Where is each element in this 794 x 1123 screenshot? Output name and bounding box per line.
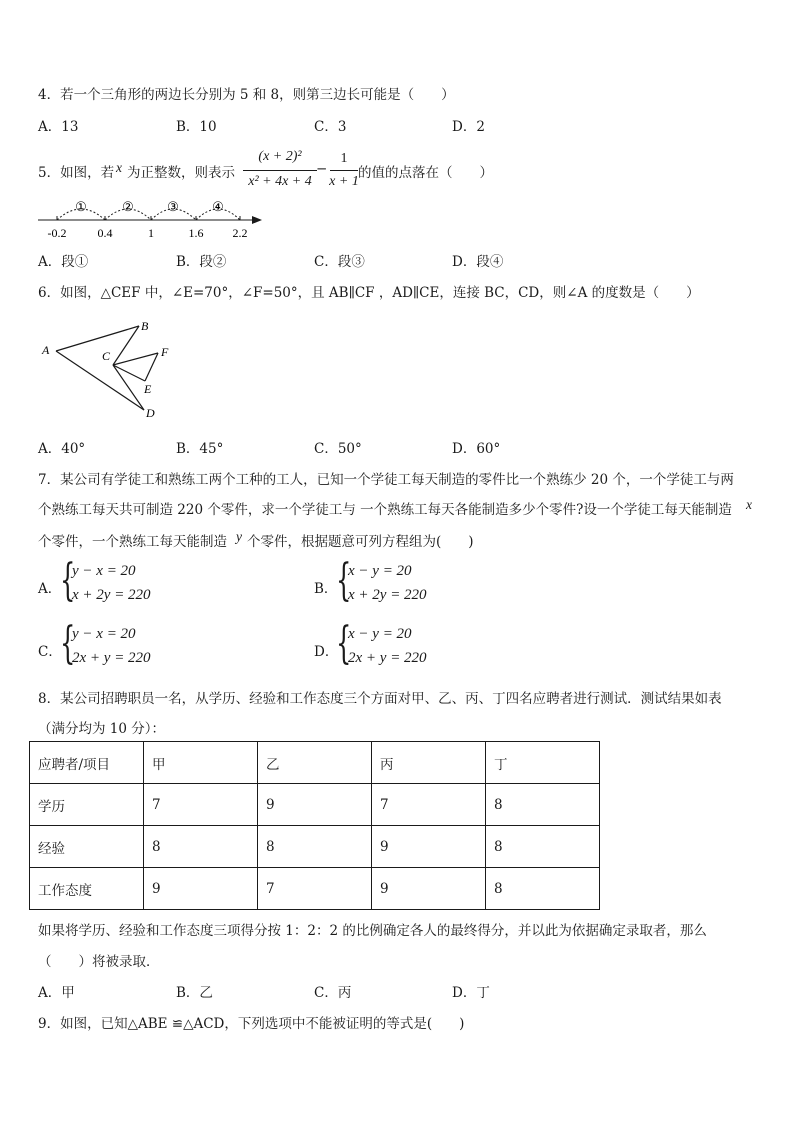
q7-option-d-eq2: 2x + y = 220 (348, 650, 427, 666)
q5-stem-mid: 为正整数，则表示 (127, 165, 235, 181)
q5-frac2-numerator: 1 (340, 151, 348, 166)
tick-label: 1 (148, 226, 154, 240)
table-cell: 7 (258, 868, 372, 910)
q7-option-d-eq1: x − y = 20 (348, 626, 412, 642)
table-cell: 9 (258, 784, 372, 826)
q7-option-c-eq2: 2x + y = 220 (72, 650, 151, 666)
q6-option-a[interactable]: A．40° (38, 441, 86, 457)
q4-stem: 4．若一个三角形的两边长分别为 5 和 8，则第三边长可能是（ ） (38, 87, 455, 103)
table-header-cell: 乙 (258, 742, 372, 784)
q5-option-a[interactable]: A．段① (38, 254, 89, 270)
tick-label: 2.2 (232, 226, 248, 240)
table-row (30, 784, 600, 826)
q7-var-y: y (236, 529, 242, 544)
q5-minus: − (316, 161, 328, 177)
q5-option-d[interactable]: D．段④ (452, 254, 504, 270)
q6-option-c[interactable]: C．50° (314, 441, 362, 457)
q7-option-a-brace: { (60, 555, 76, 606)
table-cell: 8 (486, 868, 600, 910)
q7-option-b-eq1: x − y = 20 (348, 563, 412, 579)
q4-option-c[interactable]: C．3 (314, 119, 347, 135)
q8-line1: 8．某公司招聘职员一名，从学历、经验和工作态度三个方面对甲、乙、丙、丁四名应聘者进行测试．测试结果如表 (38, 691, 722, 707)
q4-option-d[interactable]: D．2 (452, 119, 485, 135)
table-cell: 9 (144, 868, 258, 910)
tick-label: 0.4 (97, 226, 113, 240)
table-header-row (30, 742, 600, 784)
table-cell: 工作态度 (30, 868, 144, 910)
table-cell: 8 (144, 826, 258, 868)
q6-stem: 6．如图，△CEF 中，∠E=70°，∠F=50°，且 AB∥CF ，AD∥CE，连接 BC，CD，则∠A 的度数是（ ） (38, 285, 700, 301)
q9-stem: 9．如图，已知△ABE ≌△ACD，下列选项中不能被证明的等式是( ) (38, 1016, 465, 1032)
table-cell: 8 (486, 826, 600, 868)
q8-option-c[interactable]: C．丙 (314, 985, 352, 1001)
q7-option-b[interactable]: B． (314, 581, 338, 597)
point-label-a: A (42, 343, 50, 357)
q7-option-b-eq2: x + 2y = 220 (348, 587, 427, 603)
q8-line2: （满分均为 10 分）： (38, 721, 166, 737)
table-cell: 8 (486, 784, 600, 826)
q8-after-line2: （ ）将被录取． (38, 954, 160, 970)
q8-option-a[interactable]: A．甲 (38, 985, 75, 1001)
q7-line2: 个熟练工每天共可制造 220 个零件，求一个学徒工与 一个熟练工每天各能制造多少个零件?设一个学徒工每天能制造 (38, 502, 732, 518)
table-cell: 7 (144, 784, 258, 826)
table-header-cell: 应聘者/项目 (30, 742, 144, 784)
q5-option-b[interactable]: B．段② (176, 254, 227, 270)
q6-option-d[interactable]: D．60° (452, 441, 501, 457)
q8-option-b[interactable]: B．乙 (176, 985, 213, 1001)
point-label-c: C (102, 349, 111, 363)
q7-line3-pre: 个零件，一个熟练工每天能制造 (38, 534, 227, 550)
table-cell: 经验 (30, 826, 144, 868)
point-label-b: B (141, 319, 149, 333)
q5-var-x: x (116, 160, 122, 175)
segment-label-2: ② (122, 199, 134, 214)
point-label-d: D (146, 406, 155, 420)
q7-option-d[interactable]: D． (314, 644, 339, 660)
q7-option-d-brace: { (336, 618, 352, 669)
score-table (29, 741, 600, 910)
q6-option-b[interactable]: B．45° (176, 441, 224, 457)
point-label-f: F (161, 345, 169, 359)
segment-label-4: ④ (212, 199, 224, 214)
q7-var-x: x (746, 497, 752, 512)
table-cell: 学历 (30, 784, 144, 826)
q4-option-a[interactable]: A．13 (38, 119, 79, 135)
q7-option-a-eq2: x + 2y = 220 (72, 587, 151, 603)
table-header-cell: 丙 (372, 742, 486, 784)
q7-option-c-eq1: y − x = 20 (72, 626, 136, 642)
point-label-e: E (144, 382, 152, 396)
tick-label: 1.6 (188, 226, 204, 240)
q5-stem-pre: 5．如图，若 (38, 165, 115, 181)
q7-option-c-brace: { (60, 618, 76, 669)
table-header-cell: 丁 (486, 742, 600, 784)
q5-stem-post: 的值的点落在（ ） (358, 165, 493, 181)
q4-option-b[interactable]: B．10 (176, 119, 217, 135)
q7-option-a-eq1: y − x = 20 (72, 563, 136, 579)
q5-frac1-bar (243, 170, 317, 171)
tick-label: -0.2 (47, 226, 67, 240)
table-row (30, 826, 600, 868)
segment-label-3: ③ (167, 199, 179, 214)
q8-option-d[interactable]: D．丁 (452, 985, 490, 1001)
q8-after-line1: 如果将学历、经验和工作态度三项得分按 1：2：2 的比例确定各人的最终得分，并以此为依据确定录取者，那么 (38, 923, 707, 939)
table-cell: 9 (372, 826, 486, 868)
table-cell: 7 (372, 784, 486, 826)
table-header-cell: 甲 (144, 742, 258, 784)
q7-line1: 7．某公司有学徒工和熟练工两个工种的工人，已知一个学徒工每天制造的零件比一个熟练少 20 个，一个学徒工与两 (38, 472, 734, 488)
table-cell: 9 (372, 868, 486, 910)
q5-frac1-numerator: (x + 2)² (258, 149, 302, 164)
q7-option-a[interactable]: A． (38, 581, 62, 597)
q5-frac2-denominator: x + 1 (329, 174, 359, 189)
q5-frac2-bar (330, 170, 358, 171)
q7-line3-post: 个零件，根据题意可列方程组为( ) (247, 534, 474, 550)
number-line-arrow (252, 216, 262, 224)
triangle-figure (36, 314, 186, 424)
q5-option-c[interactable]: C．段③ (314, 254, 365, 270)
q5-frac1-denominator: x² + 4x + 4 (248, 174, 312, 189)
table-cell: 8 (258, 826, 372, 868)
number-line-figure (30, 196, 270, 242)
segment-label-1: ① (75, 199, 87, 214)
q7-option-c[interactable]: C． (38, 644, 62, 660)
table-row (30, 868, 600, 910)
q7-option-b-brace: { (336, 555, 352, 606)
